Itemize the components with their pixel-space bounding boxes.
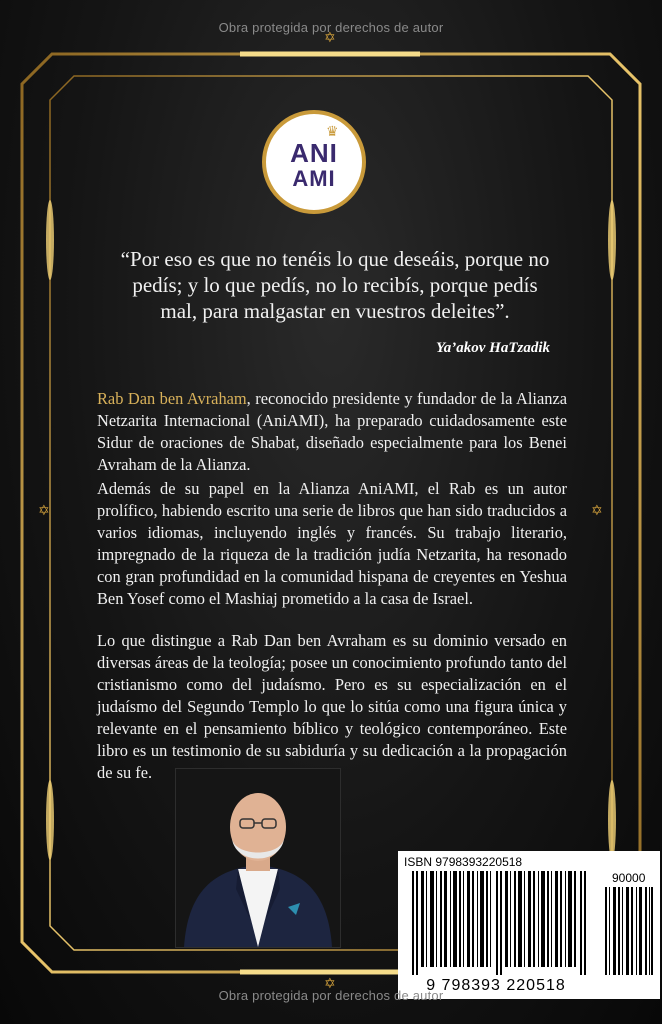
bio-paragraph-1 bbox=[97, 388, 567, 476]
star-of-david-icon-right: ✡ bbox=[591, 504, 603, 519]
epigraph-quote: “Por eso es que no tenéis lo que deseáis, porque no pedís; y lo que pedís, no lo recibís, porque pedís mal, para malgastar en vuestros deleites”. bbox=[120, 247, 550, 323]
crown-icon: ♛ bbox=[326, 125, 339, 140]
bio-paragraph-2: Además de su papel en la Alianza AniAMI, el Rab es un autor prolífico, habiendo escrito una serie de libros que han sido traducidos a varios idiomas, incluyendo inglés y francés. Su trabajo literario, impregnado de la riqueza de la tradición judía Netzarita, ha resonado con gran profundidad en la comunidad hispana de creyentes en Yeshua Ben Yosef como el Mashiaj prometido a la casa de Israel. bbox=[97, 479, 567, 608]
author-name-highlight: Rab Dan ben Avraham bbox=[97, 389, 247, 408]
author-photo bbox=[175, 768, 341, 948]
star-of-david-icon-bottom: ✡ bbox=[324, 977, 336, 992]
logo-line-1: ANI bbox=[290, 138, 338, 168]
isbn-label: ISBN 9798393220518 bbox=[404, 855, 523, 869]
price-barcode-bars bbox=[604, 887, 654, 975]
copyright-watermark-top: Obra protegida por derechos de autor bbox=[218, 20, 444, 35]
bio-paragraph-3: Lo que distingue a Rab Dan ben Avraham es su dominio versado en diversas áreas de la teología; posee un conocimiento profundo tanto del cristianismo como del judaísmo. Pero es su especialización en el judaísmo del Segundo Templo lo que lo sitúa como una figura única y relevante en el pensamiento bíblico y teológico contemporáneo. Este libro es un testimonio de su sabiduría y su dedicación a la propagación de su fe. bbox=[97, 631, 567, 782]
logo-line-2: AMI bbox=[292, 166, 336, 191]
bio-paragraph-1-text: , reconocido presidente y fundador de la Alianza Netzarita Internacional (AniAMI), ha preparado cuidadosamente este Sidur de oraciones de Shabat, diseñado especialmente para los Benei Avraham de la Alianza. bbox=[97, 389, 567, 474]
price-code: 90000 bbox=[612, 871, 646, 885]
star-of-david-icon-top: ✡ bbox=[324, 31, 336, 46]
star-of-david-icon-left: ✡ bbox=[38, 504, 50, 519]
quote-author: Ya’akov HaTzadik bbox=[435, 340, 550, 356]
copyright-watermark-bottom: Obra protegida por derechos de autor bbox=[218, 988, 444, 1003]
barcode-bars bbox=[410, 871, 590, 975]
aniami-logo bbox=[262, 110, 366, 214]
barcode-number: 9 798393 220518 bbox=[426, 977, 566, 994]
isbn-barcode bbox=[398, 851, 660, 999]
